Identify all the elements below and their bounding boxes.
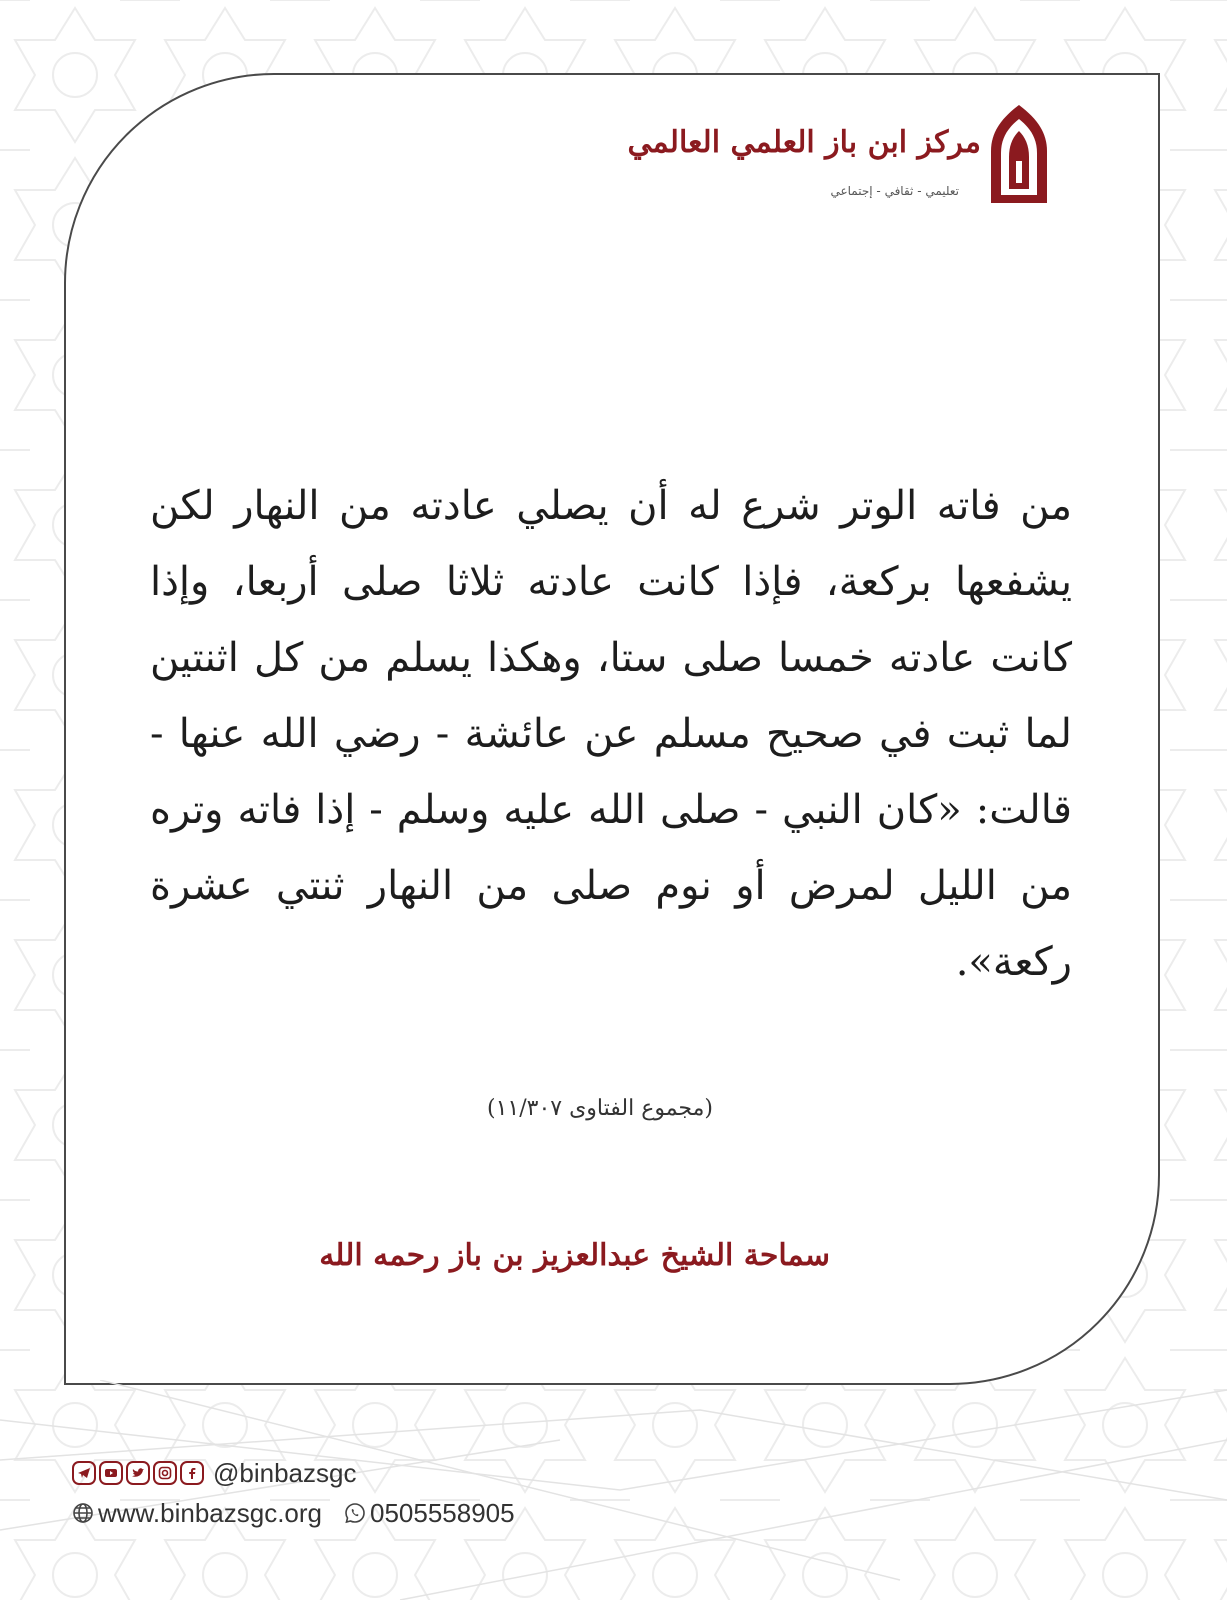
org-tagline: تعليمي - ثقافي - إجتماعي — [830, 184, 959, 198]
org-logo — [627, 103, 1051, 215]
org-name: مركز ابن باز العلمي العالمي — [627, 125, 981, 160]
mosque-emblem-icon — [987, 103, 1051, 205]
twitter-icon[interactable] — [126, 1461, 150, 1485]
telegram-icon[interactable] — [72, 1461, 96, 1485]
whatsapp-icon — [344, 1502, 366, 1524]
source-citation: (مجموع الفتاوى ١١/٣٠٧) — [487, 1096, 713, 1121]
globe-icon — [72, 1502, 94, 1524]
footer-decoration — [0, 1380, 1227, 1600]
social-handle[interactable]: @binbazsgc — [213, 1457, 357, 1488]
website-link[interactable]: www.binbazsgc.org — [98, 1497, 322, 1528]
contact-info — [72, 1498, 515, 1528]
youtube-icon[interactable] — [99, 1461, 123, 1485]
sheikh-signature: سماحة الشيخ عبدالعزيز بن باز رحمه الله — [319, 1238, 830, 1273]
social-links — [72, 1458, 356, 1488]
fatwa-text: من فاته الوتر شرع له أن يصلي عادته من النهار لكن يشفعها بركعة، فإذا كانت عادته ثلاثا صلى أربعا، وإذا كانت عادته خمسا صلى ستا، وهكذا يسلم من كل اثنتين لما ثبت في صحيح مسلم عن عائشة - رضي الله عنها - قالت: «كان النبي - صلى الله عليه وسلم - إذا فاته وتره من الليل لمرض أو نوم صلى من النهار ثنتي عشرة ركعة». — [150, 483, 1073, 985]
instagram-icon[interactable] — [153, 1461, 177, 1485]
facebook-icon[interactable] — [180, 1461, 204, 1485]
phone-number[interactable]: 0505558905 — [370, 1497, 515, 1528]
